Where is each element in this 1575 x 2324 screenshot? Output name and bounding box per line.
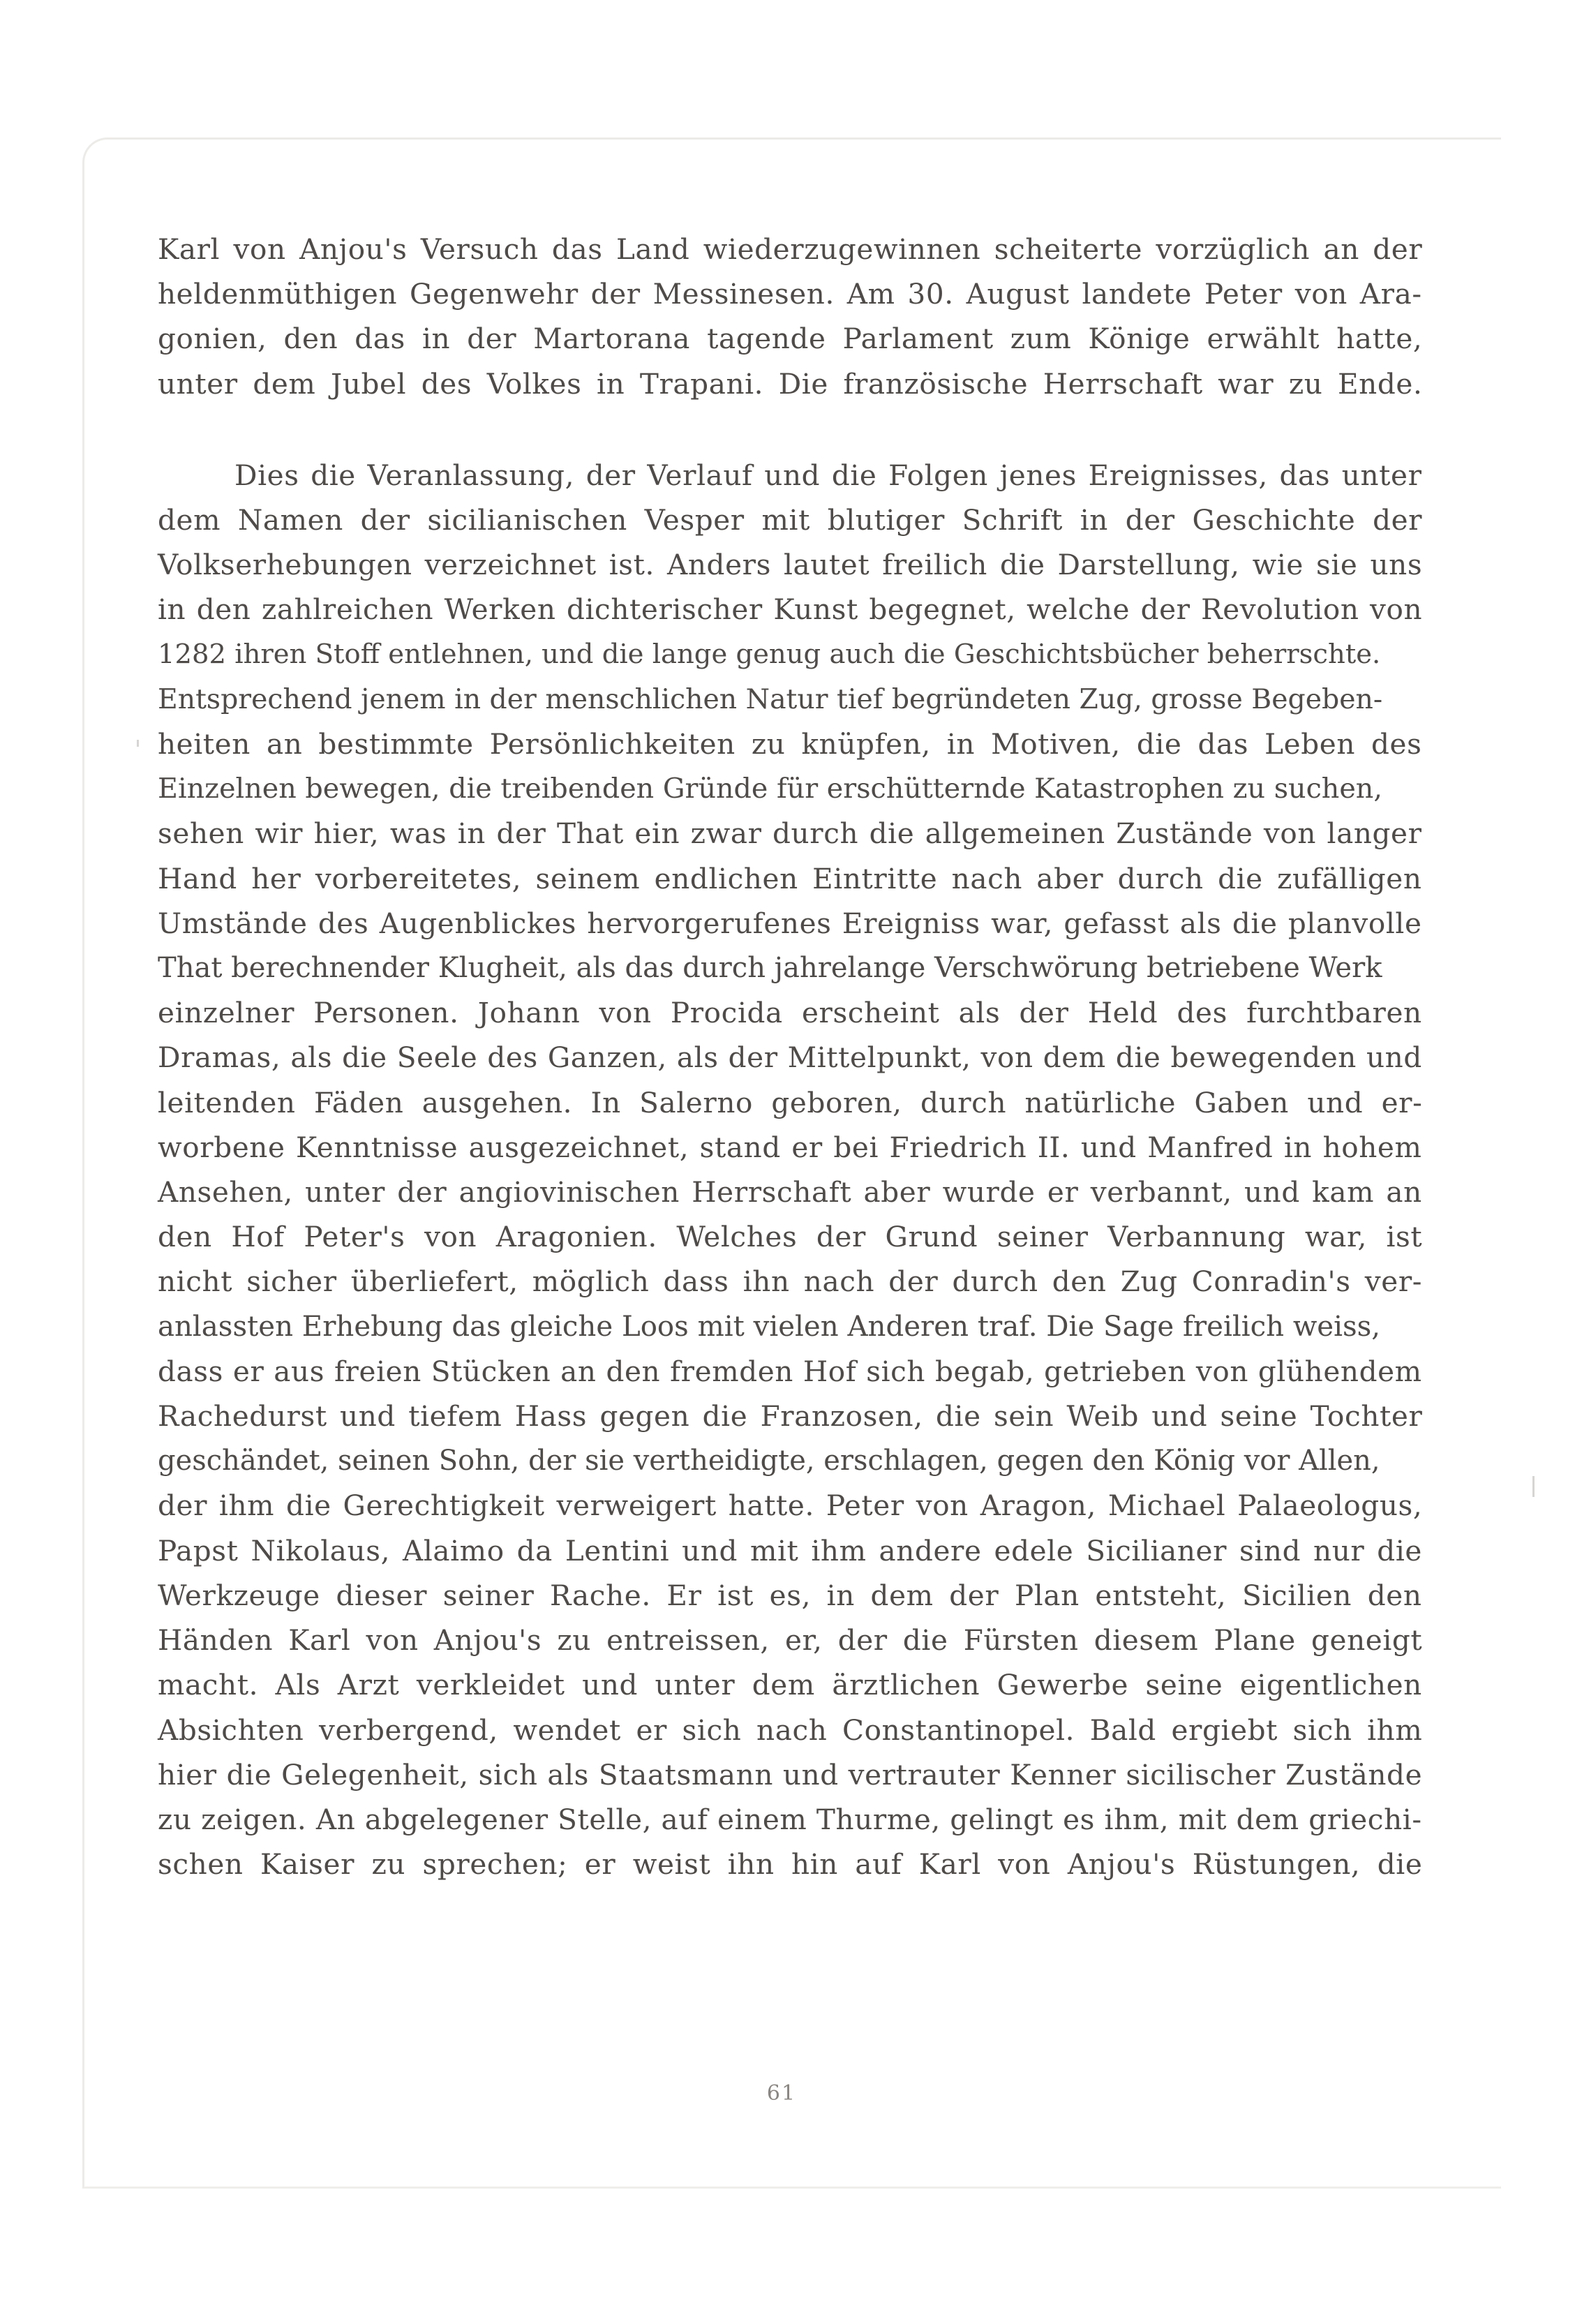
text-line: Hand her vorbereitetes, seinem endlichen Eintritte nach aber durch die zufälligen	[158, 861, 1422, 895]
margin-mark	[137, 740, 139, 747]
text-line: zu zeigen. An abgelegener Stelle, auf einem Thurme, gelingt es ihm, mit dem griechi-	[158, 1802, 1422, 1836]
text-line: unter dem Jubel des Volkes in Trapani. Die französische Herrschaft war zu Ende.	[158, 366, 1423, 401]
text-line: einzelner Personen. Johann von Procida erscheint als der Held des furchtbaren	[158, 996, 1422, 1030]
text-line: Dramas, als die Seele des Ganzen, als der Mittelpunkt, von dem die bewegenden und	[158, 1041, 1422, 1075]
body-text	[158, 227, 1422, 1886]
text-line: anlassten Erhebung das gleiche Loos mit vielen Anderen traf. Die Sage freilich weiss,	[158, 1310, 1381, 1343]
text-line: hier die Gelegenheit, sich als Staatsmann und vertrauter Kenner sicilischer Zustände	[158, 1757, 1423, 1792]
text-line: der ihm die Gerechtigkeit verweigert hatte. Peter von Aragon, Michael Palaeologus,	[158, 1489, 1423, 1523]
paragraph-1	[158, 227, 1422, 406]
text-line: Papst Nikolaus, Alaimo da Lentini und mit ihm andere edele Sicilianer sind nur die	[158, 1533, 1422, 1567]
text-line: Einzelnen bewegen, die treibenden Gründe für erschütternde Katastrophen zu suchen,	[158, 773, 1382, 805]
text-line: Werkzeuge dieser seiner Rache. Er ist es, in dem der Plan entsteht, Sicilien den	[158, 1578, 1422, 1612]
text-line: nicht sicher überliefert, möglich dass ihn nach der durch den Zug Conradin's ver-	[158, 1265, 1423, 1299]
text-line: dass er aus freien Stücken an den fremden Hof sich begab, getrieben von glühendem	[158, 1354, 1422, 1388]
text-line: geschändet, seinen Sohn, der sie vertheidigte, erschlagen, gegen den König vor Allen,	[158, 1445, 1380, 1477]
text-line: That berechnender Klugheit, als das durch jahrelange Verschwörung betriebene Werk	[158, 952, 1382, 985]
text-line: worbene Kenntnisse ausgezeichnet, stand er bei Friedrich II. und Manfred in hohem	[158, 1130, 1422, 1164]
text-line: schen Kaiser zu sprechen; er weist ihn hin auf Karl von Anjou's Rüstungen, die	[158, 1847, 1423, 1882]
text-line: Absichten verbergend, wendet er sich nach Constantinopel. Bald ergiebt sich ihm	[158, 1713, 1423, 1747]
text-line: Dies die Veranlassung, der Verlauf und die Folgen jenes Ereignisses, das unter	[234, 458, 1422, 492]
text-line: Entsprechend jenem in der menschlichen Natur tief begründeten Zug, grosse Begeben-	[158, 683, 1383, 715]
page-number: 61	[766, 2081, 797, 2106]
margin-mark	[1532, 1476, 1535, 1497]
text-line: macht. Als Arzt verkleidet und unter dem ärztlichen Gewerbe seine eigentlichen	[158, 1668, 1422, 1702]
text-line: Umstände des Augenblickes hervorgerufenes Ereigniss war, gefasst als die planvolle	[158, 906, 1422, 940]
text-line: Händen Karl von Anjou's zu entreissen, er, der die Fürsten diesem Plane geneigt	[158, 1623, 1423, 1658]
text-line: in den zahlreichen Werken dichterischer Kunst begegnet, welche der Revolution von	[158, 593, 1423, 627]
text-line: 1282 ihren Stoff entlehnen, und die lange genug auch die Geschichtsbücher beherrschte.	[158, 638, 1381, 670]
paragraph-2	[158, 453, 1422, 1887]
text-line: den Hof Peter's von Aragonien. Welches der Grund seiner Verbannung war, ist	[158, 1220, 1423, 1254]
text-line: sehen wir hier, was in der That ein zwar durch die allgemeinen Zustände von langer	[158, 817, 1422, 851]
text-line: Rachedurst und tiefem Hass gegen die Franzosen, die sein Weib und seine Tochter	[158, 1399, 1423, 1433]
text-line: dem Namen der sicilianischen Vesper mit blutiger Schrift in der Geschichte der	[158, 503, 1423, 537]
text-line: Karl von Anjou's Versuch das Land wiederzugewinnen scheiterte vorzüglich an der	[158, 232, 1423, 266]
text-line: heldenmüthigen Gegenwehr der Messinesen. Am 30. August landete Peter von Ara-	[158, 277, 1422, 311]
text-line: gonien, den das in der Martorana tagende Parlament zum Könige erwählt hatte,	[158, 322, 1423, 356]
text-line: heiten an bestimmte Persönlichkeiten zu knüpfen, in Motiven, die das Leben des	[158, 727, 1422, 761]
text-line: Volkserhebungen verzeichnet ist. Anders lautet freilich die Darstellung, wie sie uns	[158, 548, 1423, 582]
text-line: leitenden Fäden ausgehen. In Salerno geboren, durch natürliche Gaben und er-	[158, 1085, 1423, 1119]
text-line: Ansehen, unter der angiovinischen Herrschaft aber wurde er verbannt, und kam an	[158, 1175, 1422, 1209]
